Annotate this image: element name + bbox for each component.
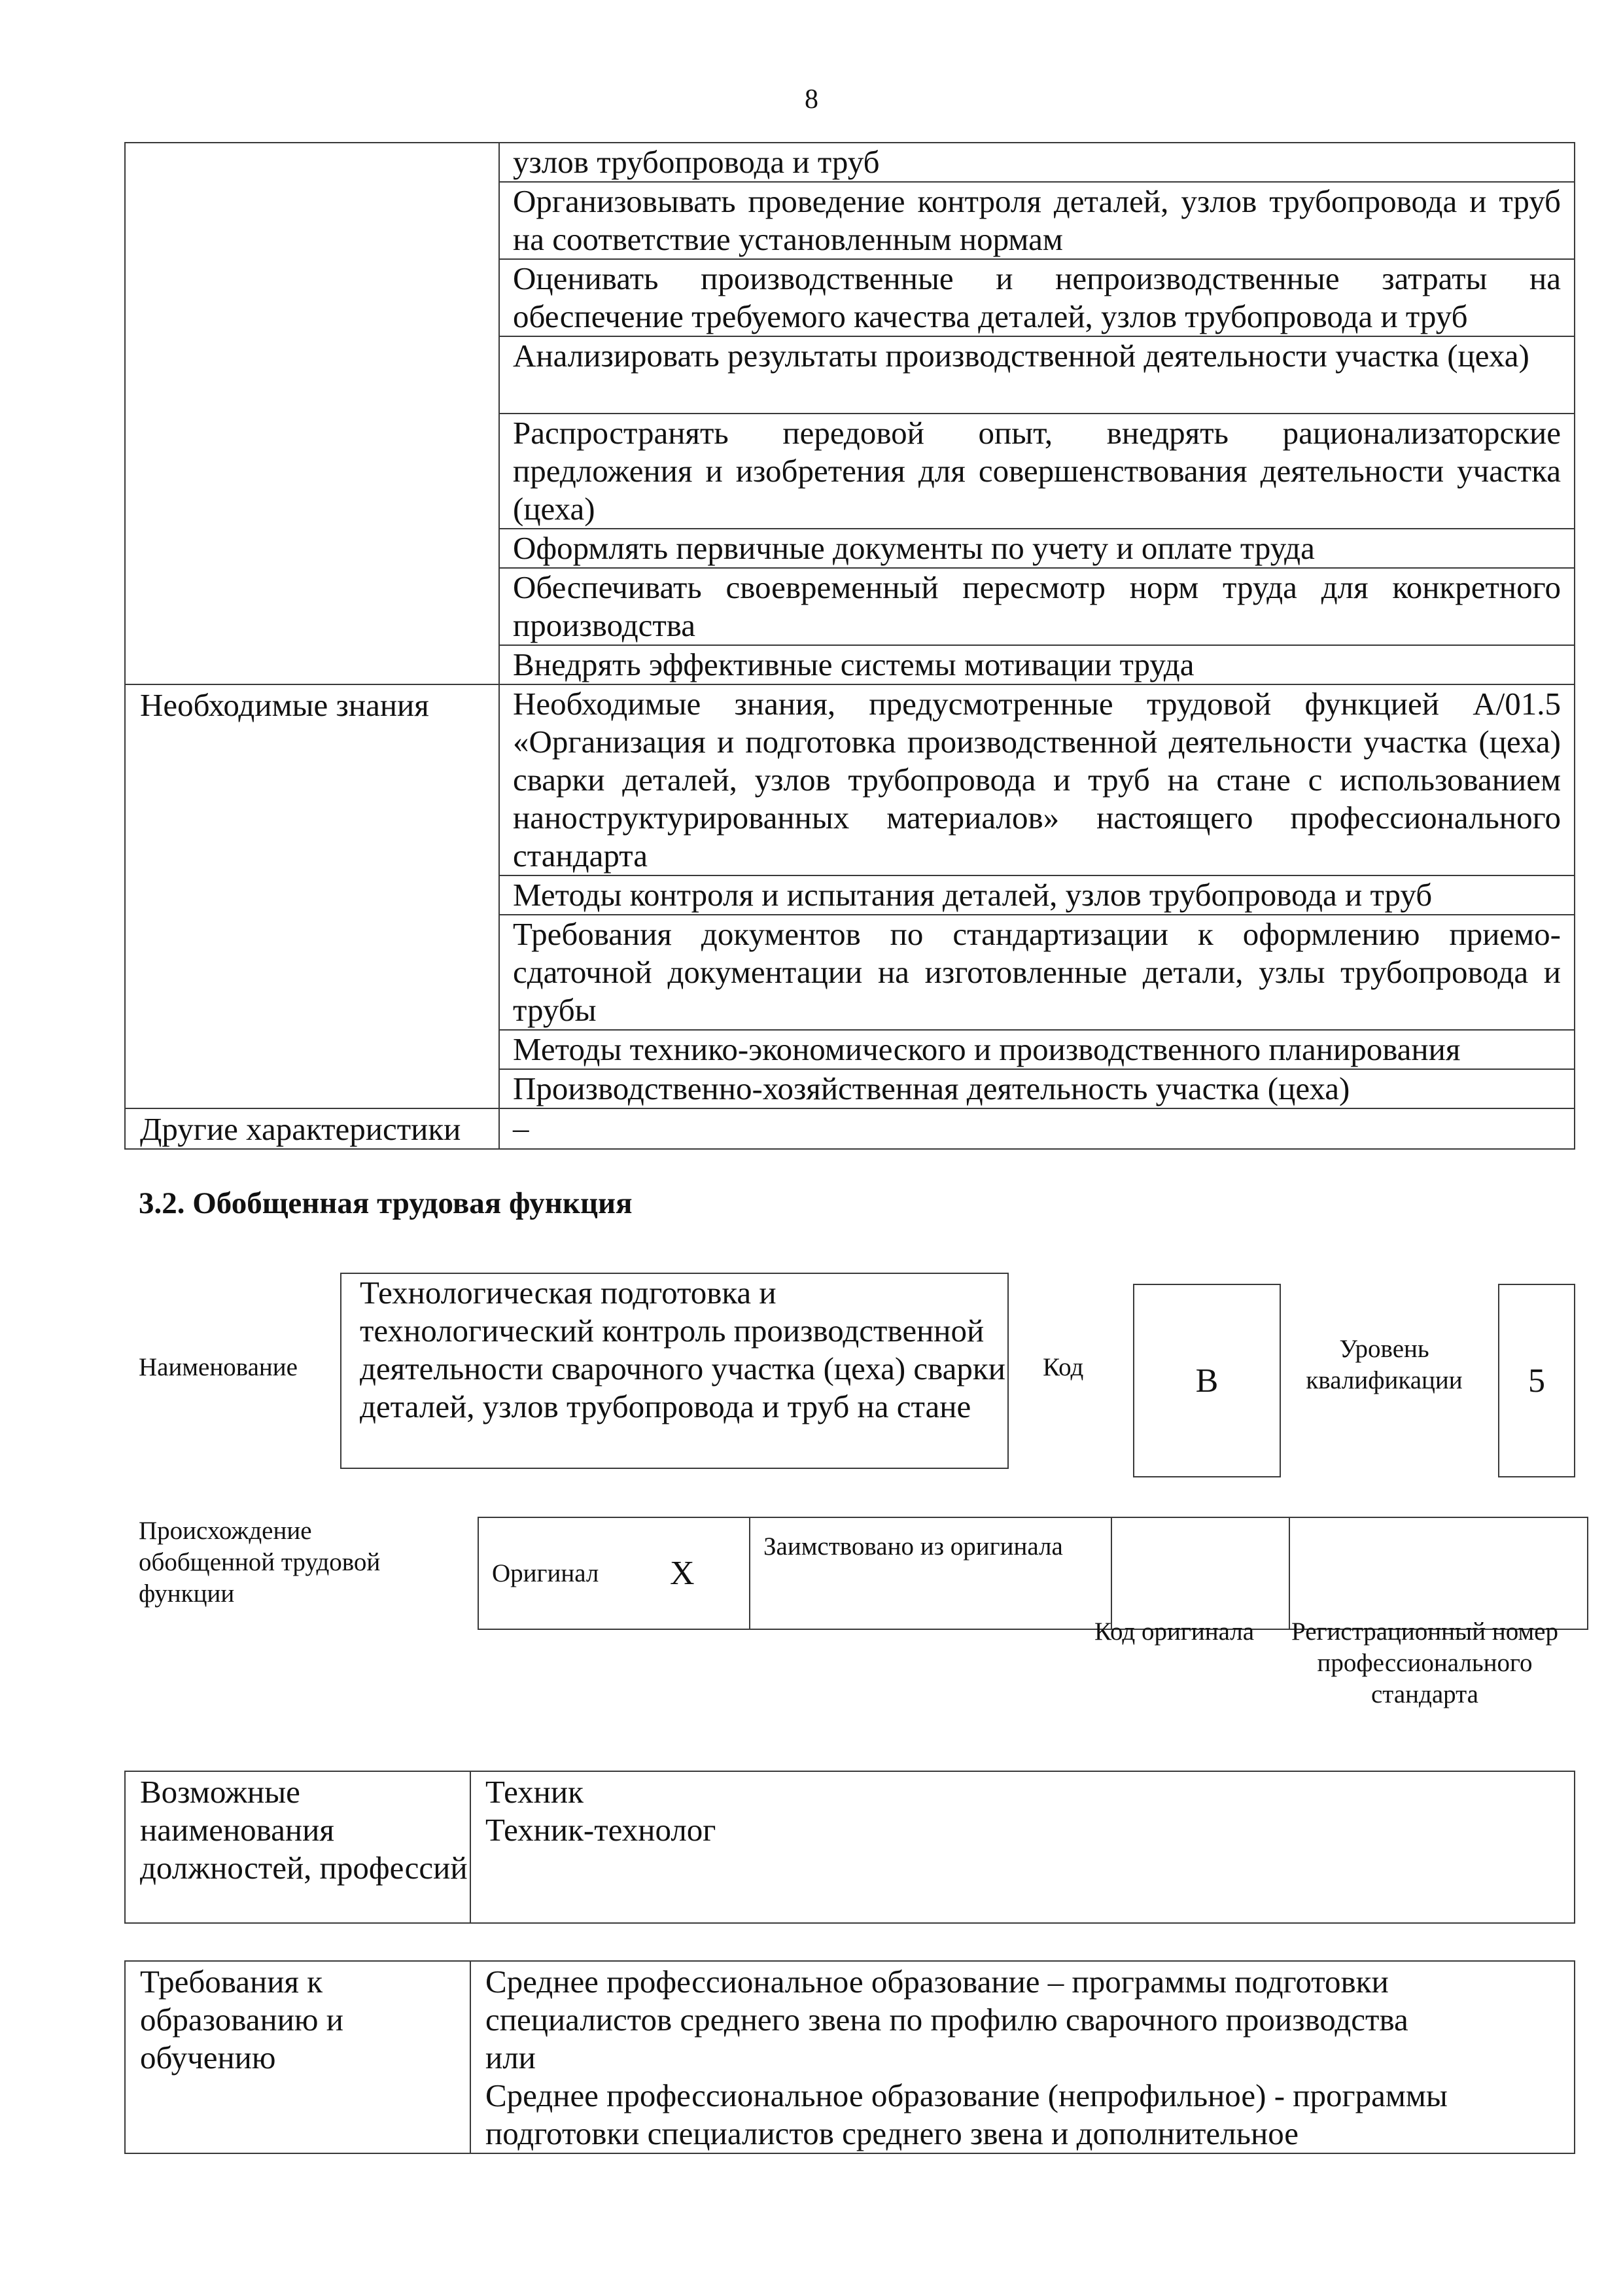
borrowed-label: Заимствовано из оригинала: [750, 1517, 1111, 1629]
skill-row: Распространять передовой опыт, внедрять рационализаторские предложения и изобретения для совершенствования деятельности участка (цеха): [499, 414, 1575, 529]
skill-row: Оформлять первичные документы по учету и оплате труда: [499, 529, 1575, 568]
positions-table: [124, 1771, 1575, 1924]
education-item: или: [485, 2040, 536, 2075]
name-label: Наименование: [139, 1353, 298, 1381]
knowledge-row: Производственно-хозяйственная деятельность участка (цеха): [499, 1069, 1575, 1108]
function-name-box: Технологическая подготовка и технологический контроль производственной деятельности сварочного участка (цеха) сварки деталей, узлов трубопровода и труб на стане: [340, 1273, 1009, 1469]
positions-label: Возможные наименования должностей, профессий: [125, 1771, 470, 1923]
skill-row: Оценивать производственные и непроизводственные затраты на обеспечение требуемого качества деталей, узлов трубопровода и труб: [499, 259, 1575, 336]
other-characteristics-value: –: [499, 1108, 1575, 1149]
skills-label-cell: [125, 143, 499, 684]
code-value-box: B: [1133, 1284, 1281, 1477]
section-heading: 3.2. Обобщенная трудовая функция: [139, 1186, 633, 1220]
knowledge-row: Методы технико-экономического и производственного планирования: [499, 1030, 1575, 1069]
other-characteristics-label: Другие характеристики: [125, 1108, 499, 1149]
skill-row: Анализировать результаты производственной деятельности участка (цеха): [499, 336, 1575, 414]
original-label: Оригинал: [478, 1517, 669, 1629]
position-item: Техник-технолог: [485, 1812, 716, 1848]
knowledge-row: Требования документов по стандартизации к оформлению приемо-сдаточной документации на изготовленные детали, узлы трубопровода и трубы: [499, 915, 1575, 1030]
knowledge-label: Необходимые знания: [125, 684, 499, 1108]
qualification-level-label: Уровень квалификации: [1306, 1335, 1463, 1394]
code-label: Код: [1043, 1353, 1084, 1381]
knowledge-row: Необходимые знания, предусмотренные трудовой функцией А/01.5 «Организация и подготовка производственной деятельности участка (цеха) сварки деталей, узлов трубопровода и труб на стане с использованием наноструктурированных материалов» настоящего профессионального стандарта: [499, 684, 1575, 875]
origin-table: [478, 1517, 1588, 1630]
original-code-caption: Код оригинала: [1094, 1617, 1255, 1646]
skill-row: узлов трубопровода и труб: [499, 143, 1575, 182]
skill-row: Обеспечивать своевременный пересмотр норм труда для конкретного производства: [499, 568, 1575, 645]
original-code-cell: [1111, 1517, 1289, 1629]
education-item: Среднее профессиональное образование – программы подготовки специалистов среднего звена по профилю сварочного производства: [485, 1964, 1408, 2038]
skills-knowledge-table: [124, 142, 1575, 1150]
education-item: Среднее профессиональное образование (непрофильное) - программы подготовки специалистов среднего звена и дополнительное: [485, 2077, 1448, 2151]
positions-cell: [470, 1771, 1575, 1923]
registration-number-cell: [1289, 1517, 1588, 1629]
original-mark: X: [669, 1517, 750, 1629]
position-item: Техник: [485, 1774, 584, 1810]
qualification-level-box: 5: [1498, 1284, 1575, 1477]
education-label: Требования к образованию и обучению: [125, 1961, 470, 2153]
skill-row: Внедрять эффективные системы мотивации труда: [499, 645, 1575, 684]
origin-label: Происхождение обобщенной трудовой функции: [139, 1517, 381, 1608]
knowledge-row: Методы контроля и испытания деталей, узлов трубопровода и труб: [499, 875, 1575, 915]
education-table: [124, 1960, 1575, 2154]
education-cell: [470, 1961, 1575, 2153]
page-number: 8: [805, 84, 818, 115]
skill-row: Организовывать проведение контроля деталей, узлов трубопровода и труб на соответствие установленным нормам: [499, 182, 1575, 259]
registration-number-caption: Регистрационный номер профессионального стандарта: [1291, 1617, 1558, 1708]
